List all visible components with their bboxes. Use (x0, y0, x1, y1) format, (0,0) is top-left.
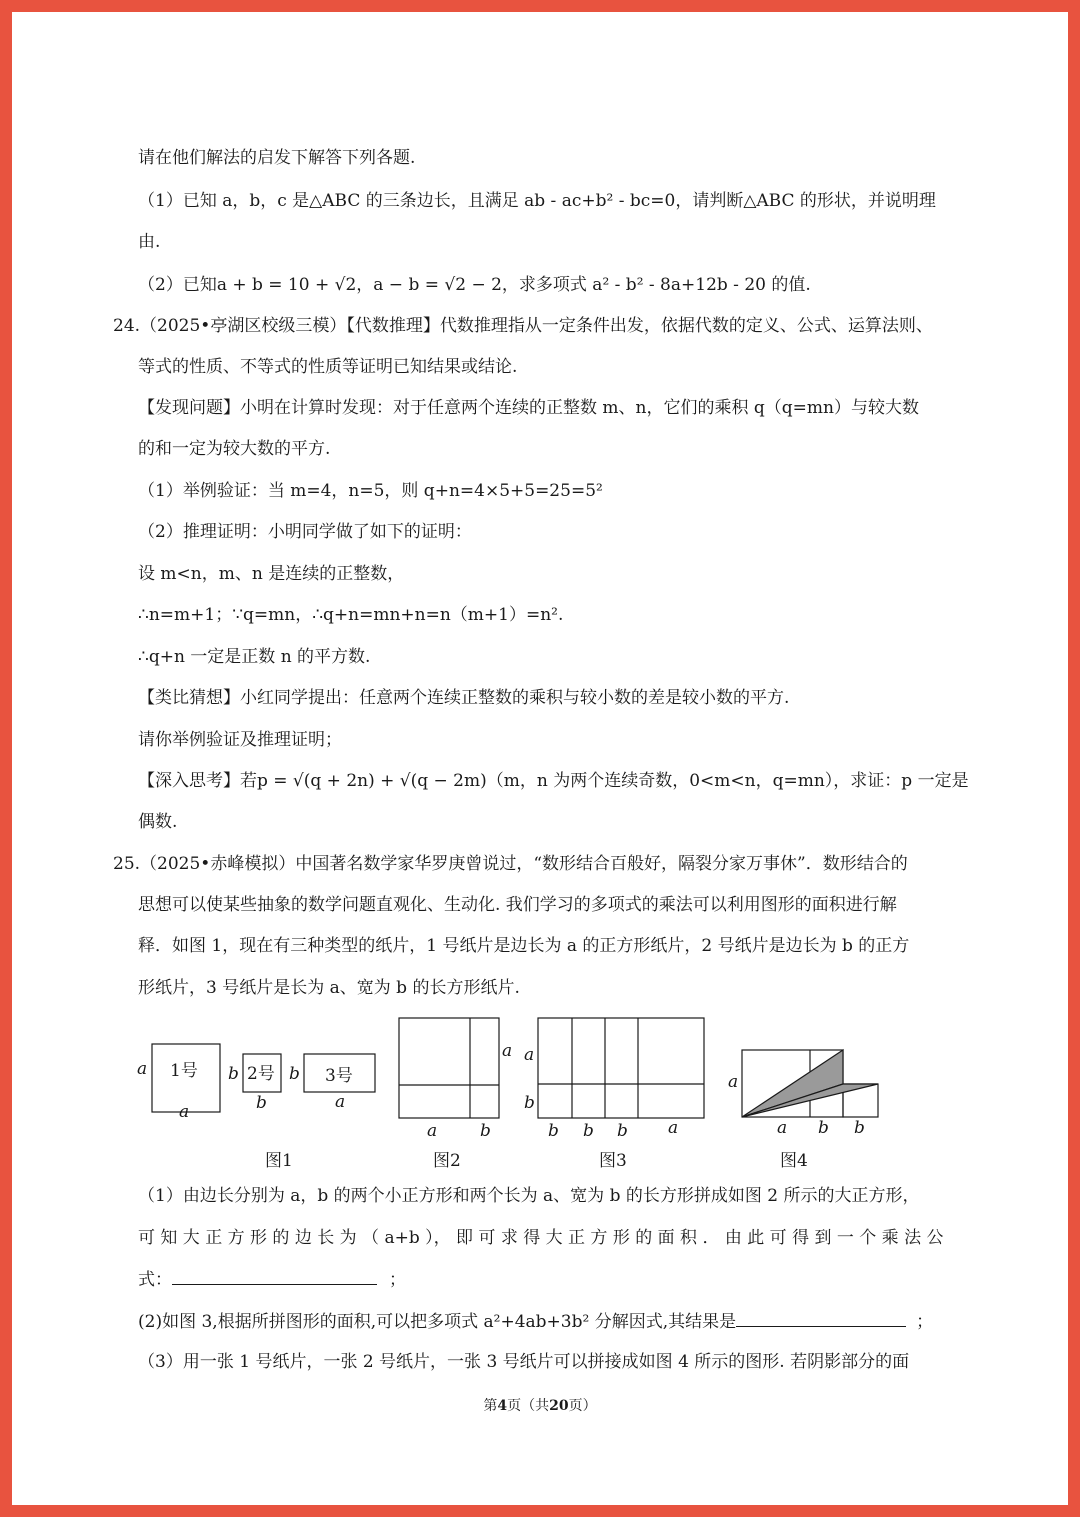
fig1-label-b-rect: b (289, 1064, 300, 1084)
text-line: 请在他们解法的启发下解答下列各题. (138, 148, 416, 168)
text-line: 可 知 大 正 方 形 的 边 长 为 （ a+b ）， 即 可 求 得 大 正 方 形 的 面 积 ． 由 此 可 得 到 一 个 乘 法 公 (138, 1228, 944, 1248)
fig2-label-b-bottom: b (480, 1121, 491, 1141)
text-line: （2）推理证明：小明同学做了如下的证明： (138, 522, 472, 542)
text-line: 的和一定为较大数的平方. (138, 439, 331, 459)
text-line: 【发现问题】小明在计算时发现：对于任意两个连续的正整数 m、n，它们的乘积 q（q=mn）与较大数 (138, 398, 919, 418)
answer-line-1 (138, 1266, 968, 1293)
footer-suffix: 页） (568, 1398, 597, 1414)
fig4-caption: 图4 (780, 1151, 808, 1171)
fig2-caption: 图2 (433, 1151, 461, 1171)
figures-svg (0, 1010, 1080, 1145)
fig4-shade-1 (742, 1050, 843, 1117)
fig1-label-a-side: a (137, 1059, 148, 1079)
fig2-label-a-right: a (502, 1041, 513, 1061)
text-line: 偶数. (138, 812, 178, 832)
page-footer (0, 1395, 1080, 1415)
text-line: 由. (138, 232, 161, 252)
text-line: ； (916, 1312, 934, 1332)
text-line: 思想可以使某些抽象的数学问题直观化、生动化. 我们学习的多项式的乘法可以利用图形的面积进行解 (138, 895, 897, 915)
text-line: （3）用一张 1 号纸片，一张 2 号纸片，一张 3 号纸片可以拼接成如图 4 所示的图形. 若阴影部分的面 (138, 1352, 910, 1372)
fig4-label-b1: b (818, 1118, 829, 1138)
fig3-label-b3: b (617, 1121, 628, 1141)
text-line: 【深入思考】若p = √(q + 2n) + √(q − 2m)（m，n 为两个连续奇数，0<m<n，q=mn），求证：p 一定是 (138, 771, 969, 791)
text-line: 形纸片，3 号纸片是长为 a、宽为 b 的长方形纸片. (138, 978, 520, 998)
text-line: ； (389, 1270, 406, 1290)
fig1-label-1hao: 1号 (170, 1061, 198, 1081)
text-line: 式： (138, 1270, 172, 1290)
answer-blank-1[interactable] (172, 1266, 377, 1285)
fig1-label-2hao: 2号 (247, 1064, 275, 1084)
fig1-label-3hao: 3号 (325, 1066, 353, 1086)
answer-line-2 (138, 1308, 968, 1335)
fig3-label-b-left: b (524, 1093, 535, 1113)
text-line: （1）举例验证：当 m=4，n=5，则 q+n=4×5+5=25=5² (138, 481, 603, 501)
fig1-label-a-bottom: a (179, 1102, 190, 1122)
text-line: (2)如图 3,根据所拼图形的面积,可以把多项式 a²+4ab+3b² 分解因式,其结果是 (138, 1312, 737, 1332)
text-line: 等式的性质、不等式的性质等证明已知结果或结论. (138, 357, 518, 377)
fig4-label-a-left: a (728, 1072, 739, 1092)
footer-page-number: 4 (497, 1398, 508, 1414)
text-line: 释．如图 1，现在有三种类型的纸片，1 号纸片是边长为 a 的正方形纸片，2 号纸片是边长为 b 的正方 (138, 936, 910, 956)
footer-mid: 页（共 (507, 1398, 550, 1414)
text-line: （2）已知a + b = 10 + √2，a − b = √2 − 2，求多项式 a² - b² - 8a+12b - 20 的值. (138, 275, 811, 295)
fig3-rectangle (538, 1018, 704, 1118)
text-line: ∴n=m+1；∵q=mn，∴q+n=mn+n=n（m+1）=n². (138, 605, 564, 625)
fig4-label-a-bottom: a (777, 1118, 788, 1138)
fig1-caption: 图1 (265, 1151, 293, 1171)
fig3-label-b2: b (583, 1121, 594, 1141)
answer-blank-2[interactable] (736, 1308, 906, 1327)
text-line: 请你举例验证及推理证明； (138, 730, 342, 750)
fig1-label-b-side: b (228, 1064, 239, 1084)
text-line: 【类比猜想】小红同学提出：任意两个连续正整数的乘积与较小数的差是较小数的平方. (138, 688, 790, 708)
fig3-caption: 图3 (599, 1151, 627, 1171)
question-24-heading: 24.（2025•亭湖区校级三模）【代数推理】代数推理指从一定条件出发，依据代数的定义、公式、运算法则、 (113, 316, 933, 336)
fig2-big-square (399, 1018, 499, 1118)
fig1-label-a-rect: a (335, 1092, 346, 1112)
footer-prefix: 第 (483, 1398, 498, 1414)
fig3-label-a-bottom: a (668, 1118, 679, 1138)
question-25-heading: 25.（2025•赤峰模拟）中国著名数学家华罗庚曾说过，“数形结合百般好，隔裂分家万事休”．数形结合的 (113, 854, 908, 874)
fig3-label-b1: b (548, 1121, 559, 1141)
fig4-label-b2: b (854, 1118, 865, 1138)
text-line: （1）已知 a，b，c 是△ABC 的三条边长，且满足 ab - ac+b² - bc=0，请判断△ABC 的形状，并说明理 (138, 191, 936, 211)
fig3-label-a-left: a (524, 1045, 535, 1065)
footer-total-pages: 20 (549, 1398, 569, 1414)
text-line: （1）由边长分别为 a，b 的两个小正方形和两个长为 a、宽为 b 的长方形拼成如图 2 所示的大正方形， (138, 1186, 920, 1206)
fig1-label-b-bottom: b (256, 1093, 267, 1113)
fig2-label-a-bottom: a (427, 1121, 438, 1141)
text-line: 设 m<n，m、n 是连续的正整数， (138, 564, 405, 584)
text-line: ∴q+n 一定是正数 n 的平方数. (138, 647, 371, 667)
